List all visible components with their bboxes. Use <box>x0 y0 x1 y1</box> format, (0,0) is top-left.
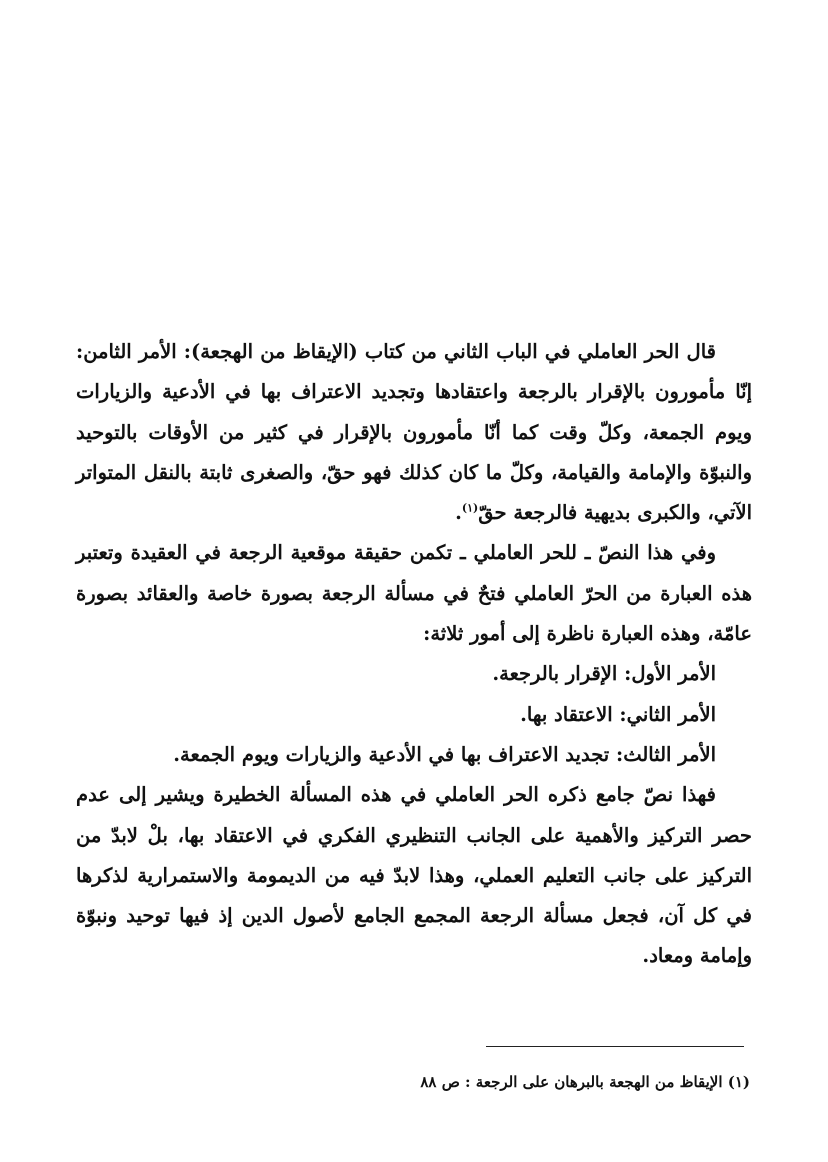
body-text <box>76 332 752 977</box>
list-item-third: الأمر الثالث: تجديد الاعتراف بها في الأدعية والزيارات ويوم الجمعة. <box>173 742 716 766</box>
quote-end: . <box>455 501 462 525</box>
paragraph-analysis: وفي هذا النصّ ـ للحر العاملي ـ تكمن حقيقة موقعية الرجعة في العقيدة وتعتبر هذه العبارة من الحرّ العاملي فتحٌ في مسألة الرجعة بصورة خاصة والعقائد بصورة عامّة، وهذه العبارة ناظرة إلى أمور ثلاثة: <box>76 541 752 646</box>
paragraph-conclusion: فهذا نصّ جامع ذكره الحر العاملي في هذه المسألة الخطيرة ويشير إلى عدم حصر التركيز والأهمية على الجانب التنظيري الفكري في الاعتقاد بها، بلْ لابدّ من التركيز على جانب التعليم العملي، وهذا لابدّ فيه من الديمومة والاستمرارية لذكرها في كل آن، فجعل مسألة الرجعة المجمع الجامع لأصول الدين إذ فيها توحيد ونبوّة وإمامة ومعاد. <box>76 783 752 968</box>
list-item-first: الأمر الأول: الإقرار بالرجعة. <box>492 662 716 686</box>
footnote-divider <box>486 1046 744 1047</box>
footnote-reference: (١) <box>461 501 479 515</box>
paragraph-quote <box>76 332 752 533</box>
footnote: (١) الإيقاظ من الهجعة بالبرهان على الرجعة : ص ٨٨ <box>420 1073 750 1091</box>
list-item-second: الأمر الثاني: الاعتقاد بها. <box>520 702 716 726</box>
quote-text: قال الحر العاملي في الباب الثاني من كتاب (الإيقاظ من الهجعة): الأمر الثامن: إنّا مأمورون بالإقرار بالرجعة واعتقادها وتجديد الاعتراف بها في الأدعية والزيارات ويوم الجمعة، وكلّ وقت كما أنّا مأمورون بالإقرار في كثير من الأوقات بالتوحيد والنبوّة والإمامة والقيامة، وكلّ ما كان كذلك فهو حقّ، والصغرى ثابتة بالنقل المتواتر الآتي، والكبرى بديهية فالرجعة حقّ <box>76 340 752 525</box>
